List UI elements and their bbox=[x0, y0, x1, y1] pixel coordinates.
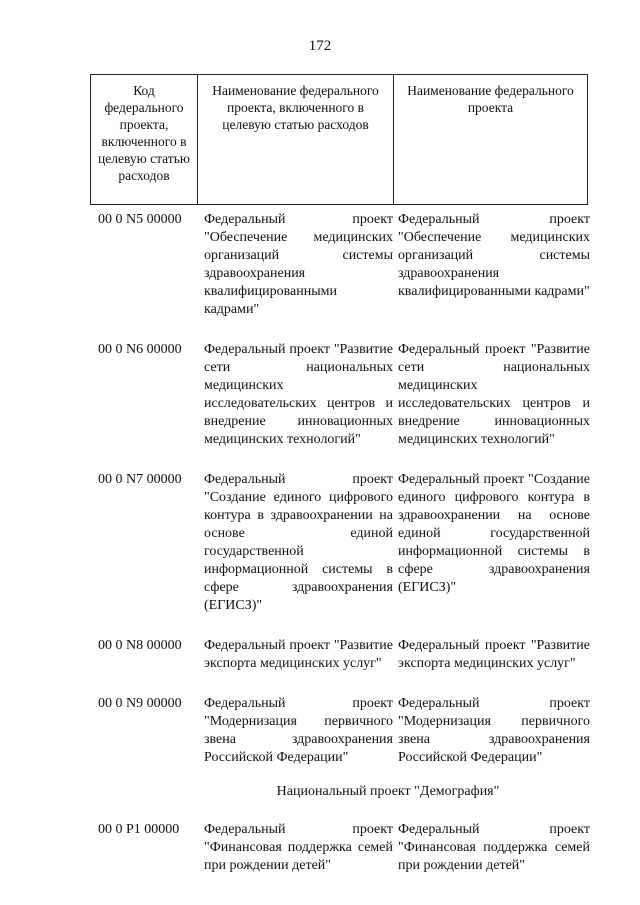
table-body bbox=[98, 211, 590, 897]
header-code: Код федерального проекта, включенного в целевую статью расходов bbox=[91, 75, 198, 204]
project-name-in-article: Федеральный проект "Развитие экспорта медицинских услуг" bbox=[204, 638, 393, 671]
project-name-in-article: Федеральный проект "Создание единого цифрового контура в здравоохранении на основе единой государственной информационной системы в сфере здравоохранения (ЕГИСЗ)" bbox=[204, 472, 393, 613]
table-header bbox=[90, 74, 588, 205]
project-name: Федеральный проект "Развитие сети национальных медицинских исследовательских центров и внедрение инновационных медицинских технологий" bbox=[398, 342, 590, 447]
project-code: 00 0 N5 00000 bbox=[98, 212, 182, 227]
table-row bbox=[98, 211, 590, 319]
section-title: Национальный проект "Демография" bbox=[276, 784, 500, 799]
project-name: Федеральный проект "Развитие экспорта медицинских услуг" bbox=[398, 638, 590, 671]
header-name-in-article: Наименование федерального проекта, включенного в целевую статью расходов bbox=[198, 75, 394, 204]
table-row bbox=[98, 341, 590, 449]
project-code: 00 0 P1 00000 bbox=[98, 822, 180, 837]
project-code: 00 0 N6 00000 bbox=[98, 342, 182, 357]
project-name: Федеральный проект "Финансовая поддержка семей при рождении детей" bbox=[398, 822, 590, 873]
project-name: Федеральный проект "Создание единого цифрового контура в здравоохранении на основе единой государственной информационной системы в сфере здравоохранения (ЕГИСЗ)" bbox=[398, 472, 590, 595]
table-row bbox=[98, 821, 590, 875]
project-name: Федеральный проект "Модернизация первичного звена здравоохранения Российской Федерации" bbox=[398, 696, 590, 765]
table-row bbox=[98, 637, 590, 673]
table-row bbox=[98, 471, 590, 615]
project-code: 00 0 N9 00000 bbox=[98, 696, 182, 711]
project-code: 00 0 N8 00000 bbox=[98, 638, 182, 653]
project-name: Федеральный проект "Обеспечение медицинских организаций системы здравоохранения квалифицированными кадрами" bbox=[398, 212, 590, 299]
project-name-in-article: Федеральный проект "Финансовая поддержка семей при рождении детей" bbox=[204, 822, 393, 873]
header-project-name: Наименование федерального проекта bbox=[407, 83, 574, 115]
project-code: 00 0 N7 00000 bbox=[98, 472, 182, 487]
project-name-in-article: Федеральный проект "Обеспечение медицинских организаций системы здравоохранения квалифицированными кадрами" bbox=[204, 212, 393, 317]
project-name-in-article: Федеральный проект "Развитие сети национальных медицинских исследовательских центров и внедрение инновационных медицинских технологий" bbox=[204, 342, 393, 447]
table-row bbox=[98, 695, 590, 767]
project-name-in-article: Федеральный проект "Модернизация первичного звена здравоохранения Российской Федерации" bbox=[204, 696, 393, 765]
page-number: 172 bbox=[308, 38, 332, 54]
